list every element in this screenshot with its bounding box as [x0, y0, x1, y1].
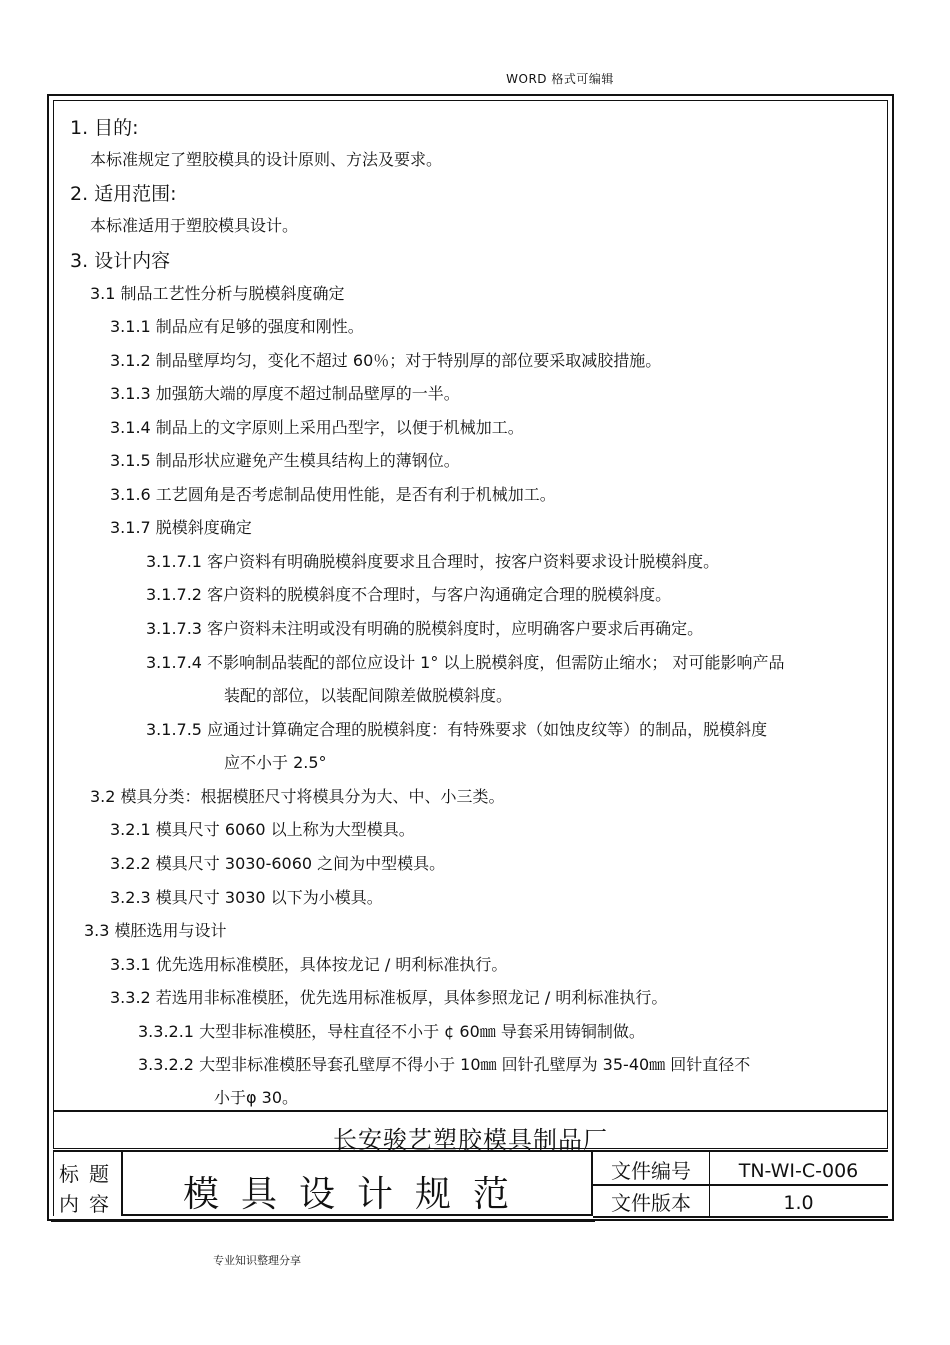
- text-line: 本标准适用于塑胶模具设计。: [90, 216, 299, 235]
- text-line: 3.1.7.5 应通过计算确定合理的脱模斜度：有特殊要求（如蚀皮纹等）的制品，脱模斜度: [146, 720, 768, 739]
- doc-number-row: [593, 1152, 888, 1186]
- text-line: 3.1.7 脱模斜度确定: [110, 518, 252, 537]
- title-label-1: 标题: [59, 1162, 119, 1186]
- text-line: 3.2 模具分类：根据模胚尺寸将模具分为大、中、小三类。: [90, 787, 505, 806]
- text-line: 3.3.2 若选用非标准模胚，优先选用标准板厚，具体参照龙记 / 明利标准执行。: [110, 988, 668, 1007]
- text-line: 3.1.7.3 客户资料未注明或没有明确的脱模斜度时，应明确客户要求后再确定。: [146, 619, 704, 638]
- text-line: 3.1.7.1 客户资料有明确脱模斜度要求且合理时，按客户资料要求设计脱模斜度。: [146, 552, 720, 571]
- text-line: 3.2.2 模具尺寸 3030-6060 之间为中型模具。: [110, 854, 446, 873]
- footer-note: 专业知识整理分享: [213, 1254, 301, 1267]
- text-line: 3.1.7.2 客户资料的脱模斜度不合理时，与客户沟通确定合理的脱模斜度。: [146, 585, 672, 604]
- text-line: 3.1.2 制品壁厚均匀，变化不超过 60％；对于特别厚的部位要采取减胶措施。: [110, 351, 662, 370]
- doc-version-key: 文件版本: [593, 1184, 710, 1216]
- company-row: [53, 1110, 888, 1154]
- document-frame: [47, 94, 894, 1221]
- text-line: 3.1.4 制品上的文字原则上采用凸型字，以便于机械加工。: [110, 418, 524, 437]
- doc-version-row: [593, 1184, 888, 1218]
- text-line: 3.1.3 加强筋大端的厚度不超过制品壁厚的一半。: [110, 384, 460, 403]
- title-label-cell: [53, 1152, 123, 1216]
- text-line: 1. 目的:: [70, 117, 139, 139]
- doc-number-value: TN-WI-C-006: [738, 1160, 859, 1182]
- bottom-rule: [51, 1220, 595, 1222]
- header-note: WORD 格式可编辑: [506, 72, 614, 86]
- text-line: 3. 设计内容: [70, 250, 171, 272]
- text-line: 3.1.6 工艺圆角是否考虑制品使用性能，是否有利于机械加工。: [110, 485, 556, 504]
- text-line: 3.3.2.2 大型非标准模胚导套孔壁厚不得小于 10㎜ 回针孔壁厚为 35-40㎜ 回针直径不: [138, 1055, 751, 1074]
- text-line: 3.1.7.4 不影响制品装配的部位应设计 1° 以上脱模斜度，但需防止缩水； 对可能影响产品: [146, 653, 785, 672]
- company-name: 长安骏艺塑胶模具制品厂: [333, 1126, 608, 1154]
- text-line: 3.1.1 制品应有足够的强度和刚性。: [110, 317, 364, 336]
- content-box: [53, 100, 888, 1112]
- doc-number-key: 文件编号: [593, 1152, 710, 1184]
- text-line: 3.3.1 优先选用标准模胚，具体按龙记 / 明利标准执行。: [110, 955, 508, 974]
- text-line: 装配的部位，以装配间隙差做脱模斜度。: [224, 686, 513, 705]
- text-line: 3.1.5 制品形状应避免产生模具结构上的薄钢位。: [110, 451, 460, 470]
- text-line: 本标准规定了塑胶模具的设计原则、方法及要求。: [90, 150, 443, 169]
- text-line: 3.1 制品工艺性分析与脱模斜度确定: [90, 284, 345, 303]
- text-line: 3.3.2.1 大型非标准模胚，导柱直径不小于 ¢ 60㎜ 导套采用铸铜制做。: [138, 1022, 645, 1041]
- text-line: 小于φ 30。: [214, 1088, 299, 1107]
- title-label-2: 内容: [59, 1192, 119, 1216]
- text-line: 应不小于 2.5°: [224, 753, 327, 772]
- doc-title: 模具设计规范: [182, 1174, 531, 1215]
- doc-version-value: 1.0: [783, 1192, 814, 1214]
- doc-title-cell: [123, 1152, 593, 1216]
- text-line: 3.3 模胚选用与设计: [84, 921, 227, 940]
- text-line: 3.2.1 模具尺寸 6060 以上称为大型模具。: [110, 820, 415, 839]
- text-line: 2. 适用范围:: [70, 183, 177, 205]
- title-block: [53, 1150, 888, 1216]
- text-line: 3.2.3 模具尺寸 3030 以下为小模具。: [110, 888, 383, 907]
